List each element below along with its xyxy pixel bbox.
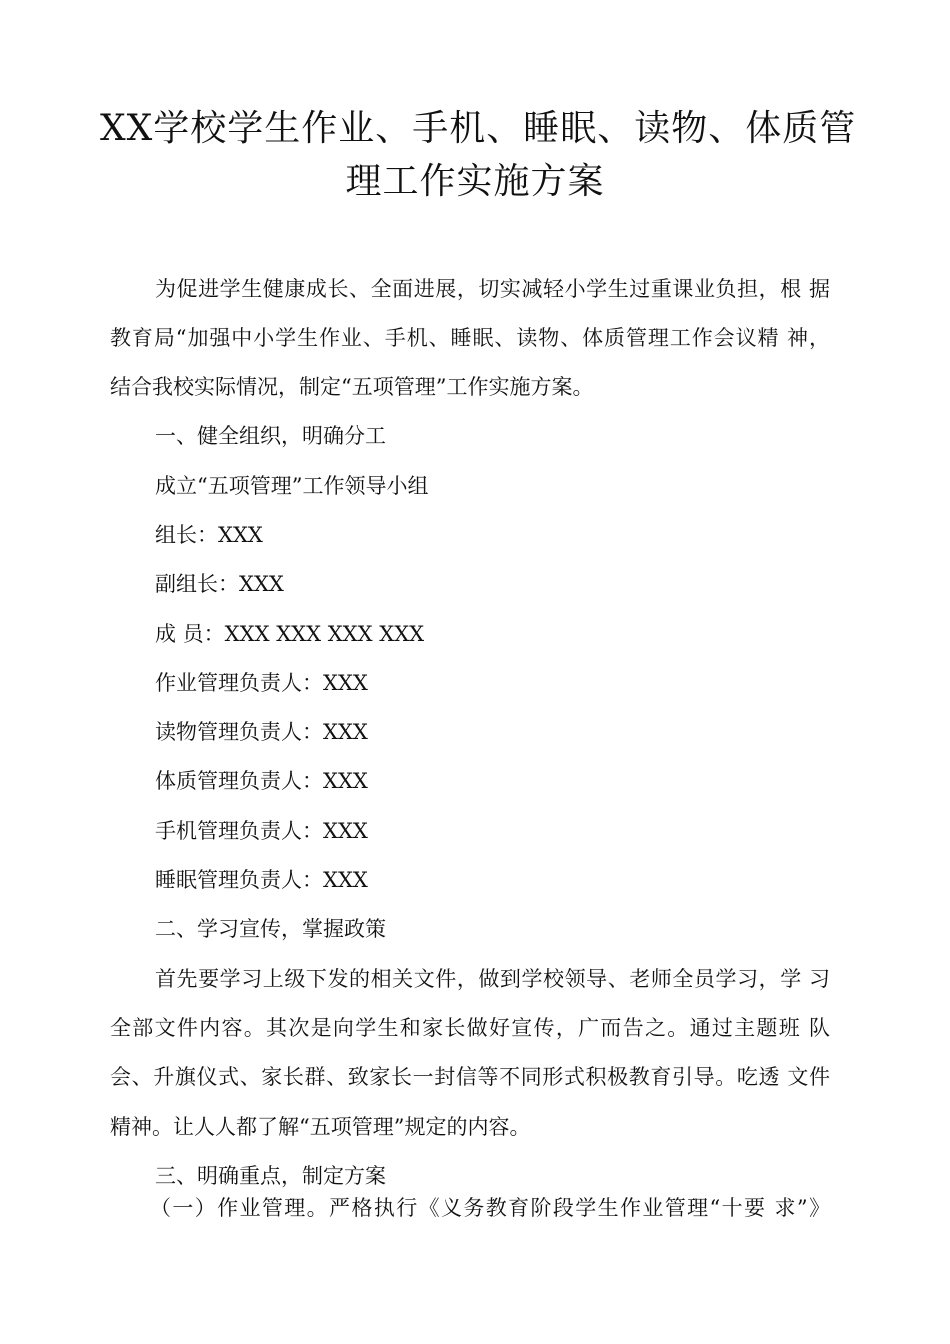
- member-sleep-manager: 睡眠管理负责人：XXX: [155, 868, 368, 892]
- member-reading-manager: 读物管理负责人：XXX: [155, 720, 368, 744]
- section-2-paragraph-line-4: 精神。让人人都了解“五项管理”规定的内容。: [110, 1115, 531, 1139]
- member-list: 成 员：XXX XXX XXX XXX: [155, 622, 425, 646]
- member-homework-manager: 作业管理负责人：XXX: [155, 671, 368, 695]
- intro-paragraph-line-3: 结合我校实际情况，制定“五项管理”工作实施方案。: [110, 375, 594, 399]
- member-physique-manager: 体质管理负责人：XXX: [155, 769, 368, 793]
- section-2-heading: 二、学习宣传，掌握政策: [155, 917, 386, 941]
- section-2-paragraph-line-2: 全部文件内容。其次是向学生和家长做好宣传，广而告之。通过主题班 队: [110, 1016, 830, 1040]
- intro-paragraph-line-1: 为促进学生健康成长、全面进展，切实减轻小学生过重课业负担，根 据: [155, 277, 830, 301]
- intro-paragraph-line-2: 教育局“加强中小学生作业、手机、睡眠、读物、体质管理工作会议精 神，: [110, 326, 830, 350]
- document-title-line-1: XX学校学生作业、手机、睡眠、读物、体质管: [100, 108, 857, 149]
- section-1-heading: 一、健全组织，明确分工: [155, 424, 386, 448]
- section-3-item-1: （一）作业管理。严格执行《义务教育阶段学生作业管理“十要 求”》: [150, 1196, 830, 1220]
- section-3-heading: 三、明确重点，制定方案: [155, 1164, 386, 1188]
- member-deputy-leader: 副组长：XXX: [155, 572, 284, 596]
- document-title-line-2: 理工作实施方案: [345, 161, 605, 202]
- section-2-paragraph-line-1: 首先要学习上级下发的相关文件，做到学校领导、老师全员学习，学 习: [155, 967, 830, 991]
- section-2-paragraph-line-3: 会、升旗仪式、家长群、致家长一封信等不同形式积极教育引导。吃透 文件: [110, 1065, 830, 1089]
- member-leader: 组长：XXX: [155, 523, 263, 547]
- member-phone-manager: 手机管理负责人：XXX: [155, 819, 368, 843]
- leadership-group-title: 成立“五项管理”工作领导小组: [155, 474, 429, 498]
